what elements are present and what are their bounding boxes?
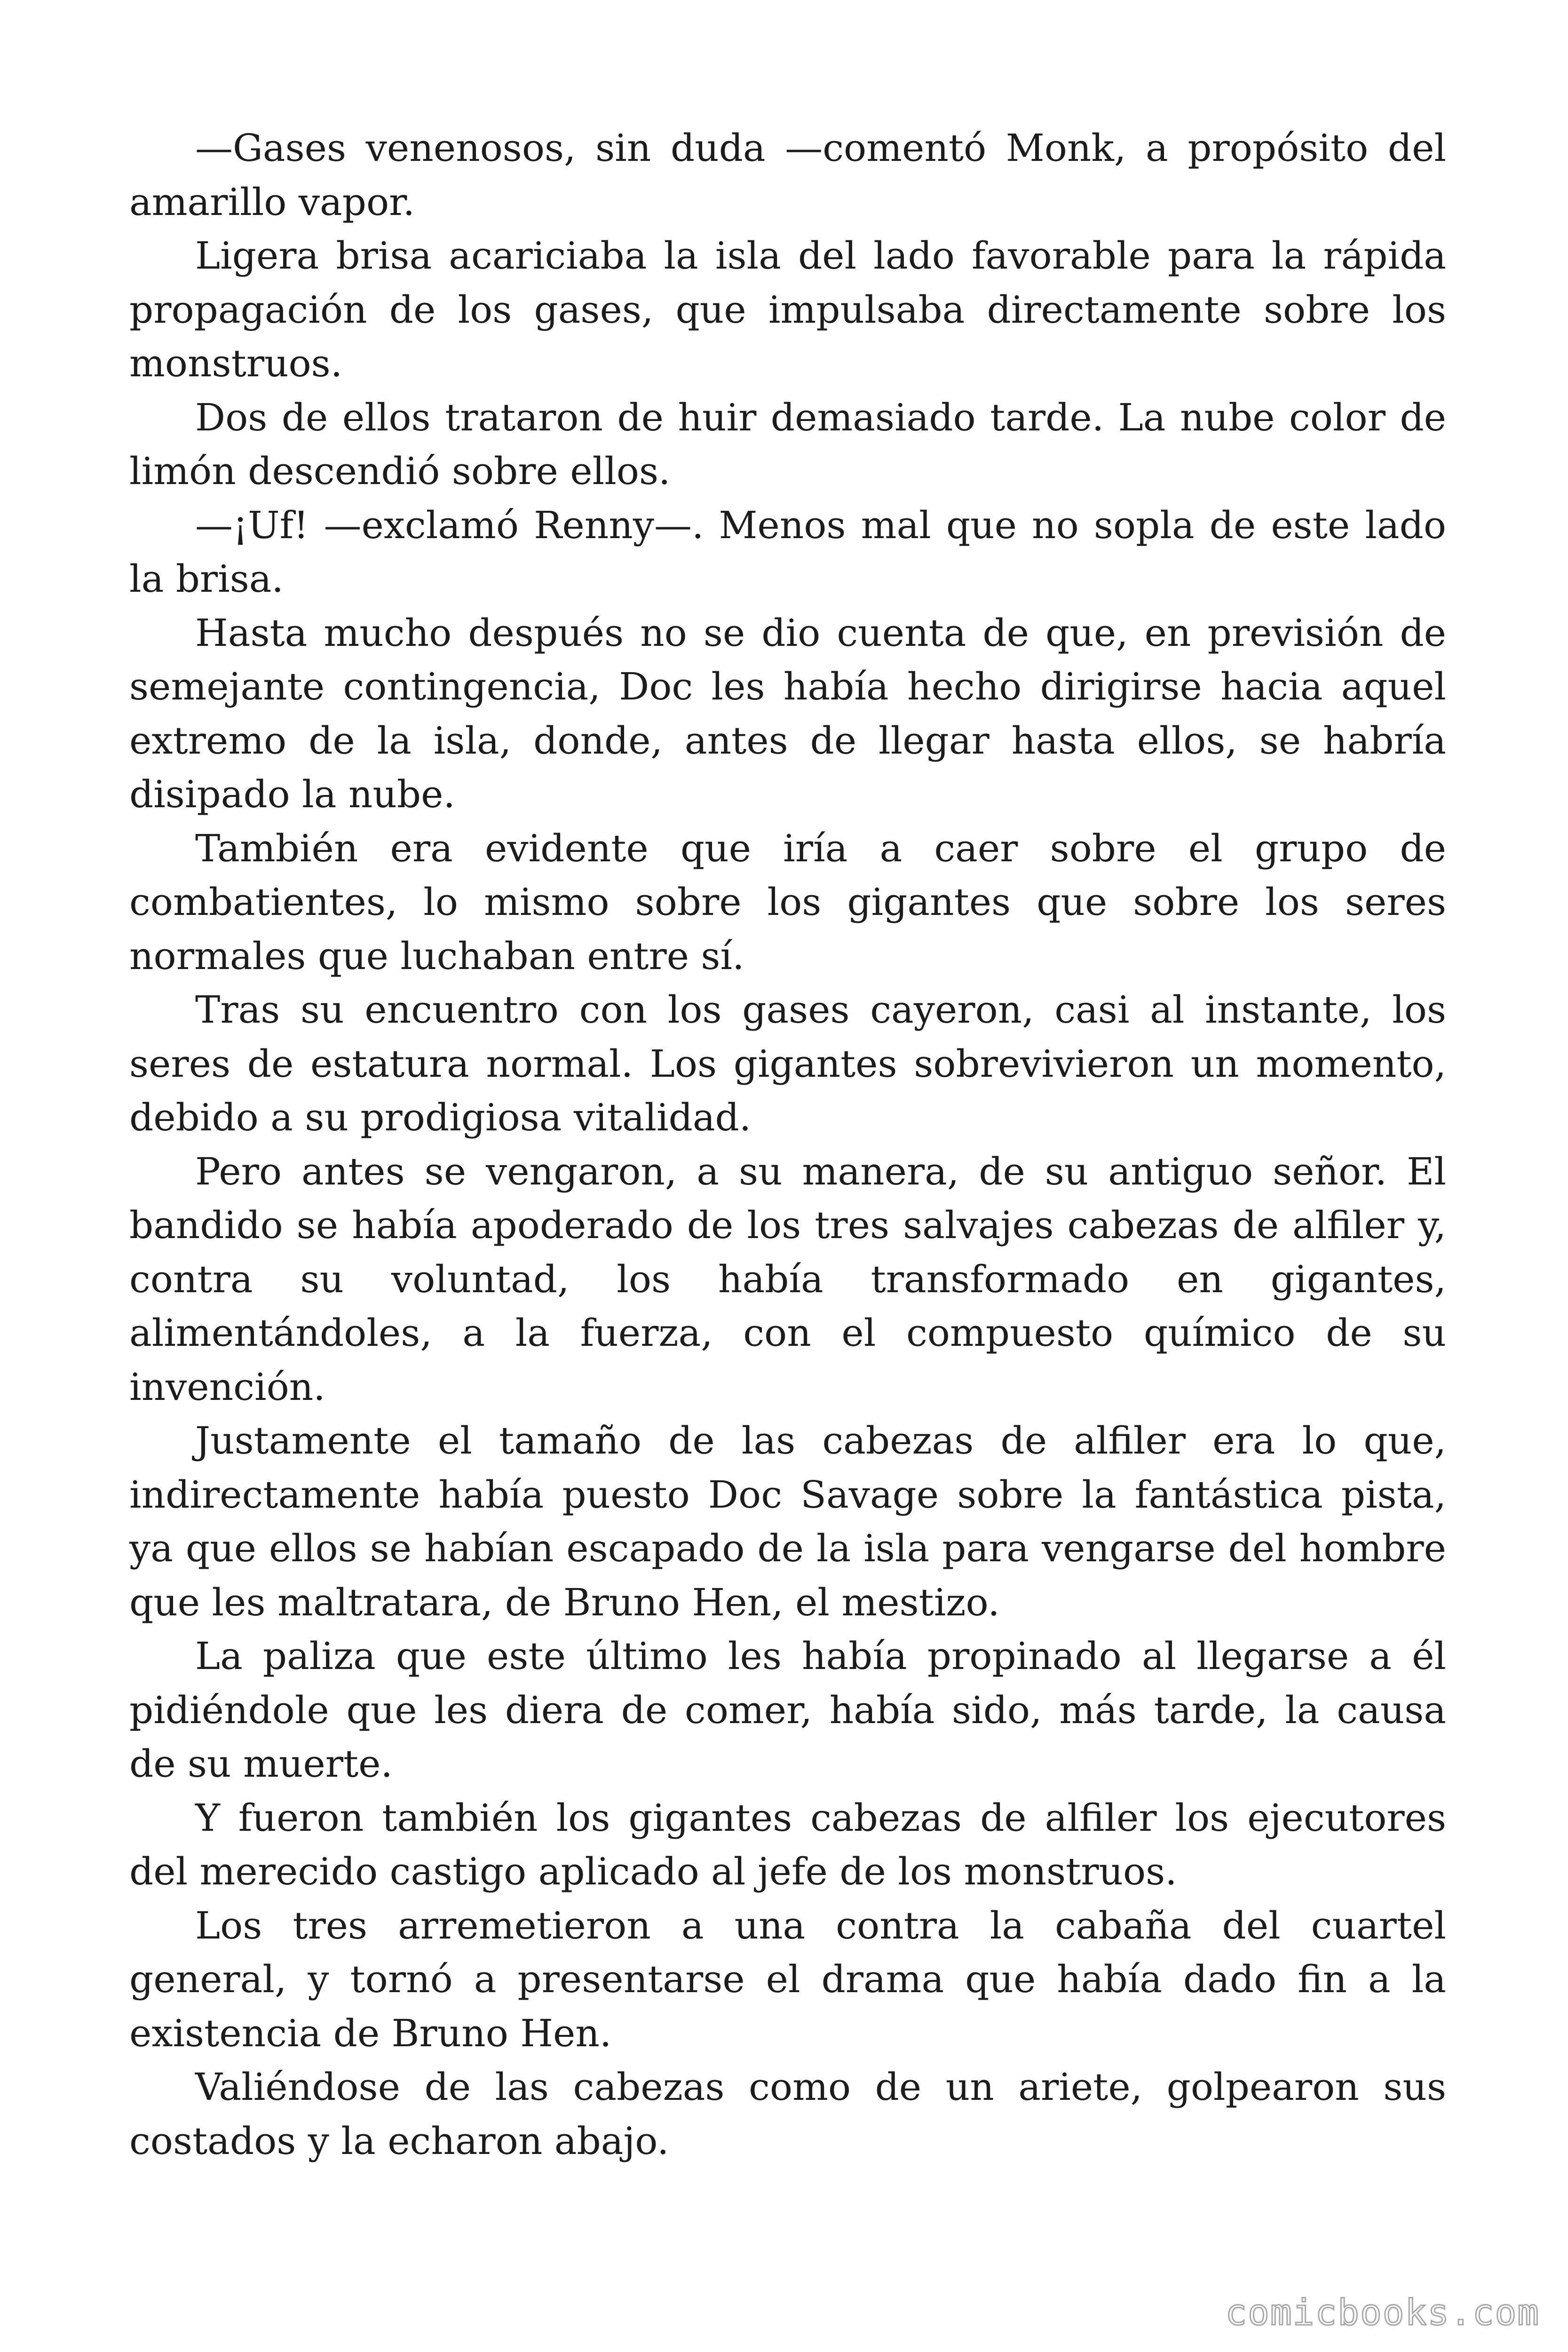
paragraph-3: Dos de ellos trataron de huir demasiado tarde. La nube color de limón descendió sobre ellos. [129, 395, 1446, 493]
paragraph-2: Ligera brisa acariciaba la isla del lado favorable para la rápida propagación de los gases, que impulsaba directamente sobre los monstruos. [129, 234, 1446, 385]
watermark: comicbooks.com [1225, 2291, 1540, 2333]
paragraph-9: Justamente el tamaño de las cabezas de alfiler era lo que, indirectamente había puesto Doc Savage sobre la fantástica pista, ya que ellos se habían escapado de la isla para vengarse del hombre que les maltratara, de Bruno Hen, el mestizo. [129, 1419, 1446, 1624]
paragraph-5: Hasta mucho después no se dio cuenta de que, en previsión de semejante contingencia, Doc les había hecho dirigirse hacia aquel extremo de la isla, donde, antes de llegar hasta ellos, se habría disipado la nube. [129, 611, 1446, 816]
paragraph-11: Y fueron también los gigantes cabezas de alfiler los ejecutores del merecido castigo aplicado al jefe de los monstruos. [129, 1796, 1446, 1893]
paragraph-4: —¡Uf! —exclamó Renny—. Menos mal que no sopla de este lado la brisa. [129, 503, 1446, 601]
paragraph-13: Valiéndose de las cabezas como de un ariete, golpearon sus costados y la echaron abajo. [129, 2065, 1446, 2163]
paragraph-10: La paliza que este último les había propinado al llegarse a él pidiéndole que les diera de comer, había sido, más tarde, la causa de su muerte. [129, 1634, 1446, 1786]
paragraph-6: También era evidente que iría a caer sobre el grupo de combatientes, lo mismo sobre los gigantes que sobre los seres normales que luchaban entre sí. [129, 826, 1446, 978]
paragraph-8: Pero antes se vengaron, a su manera, de su antiguo señor. El bandido se había apoderado de los tres salvajes cabezas de alfiler y, contra su voluntad, los había transformado en gigantes, alimentándoles, a la fuerza, con el compuesto químico de su invención. [129, 1149, 1446, 1409]
body-text [129, 121, 1446, 2168]
paragraph-1: —Gases venenosos, sin duda —comentó Monk, a propósito del amarillo vapor. [129, 126, 1446, 224]
paragraph-12: Los tres arremetieron a una contra la cabaña del cuartel general, y tornó a presentarse el drama que había dado fin a la existencia de Bruno Hen. [129, 1903, 1446, 2055]
paragraph-7: Tras su encuentro con los gases cayeron, casi al instante, los seres de estatura normal. Los gigantes sobrevivieron un momento, debido a su prodigiosa vitalidad. [129, 988, 1446, 1139]
